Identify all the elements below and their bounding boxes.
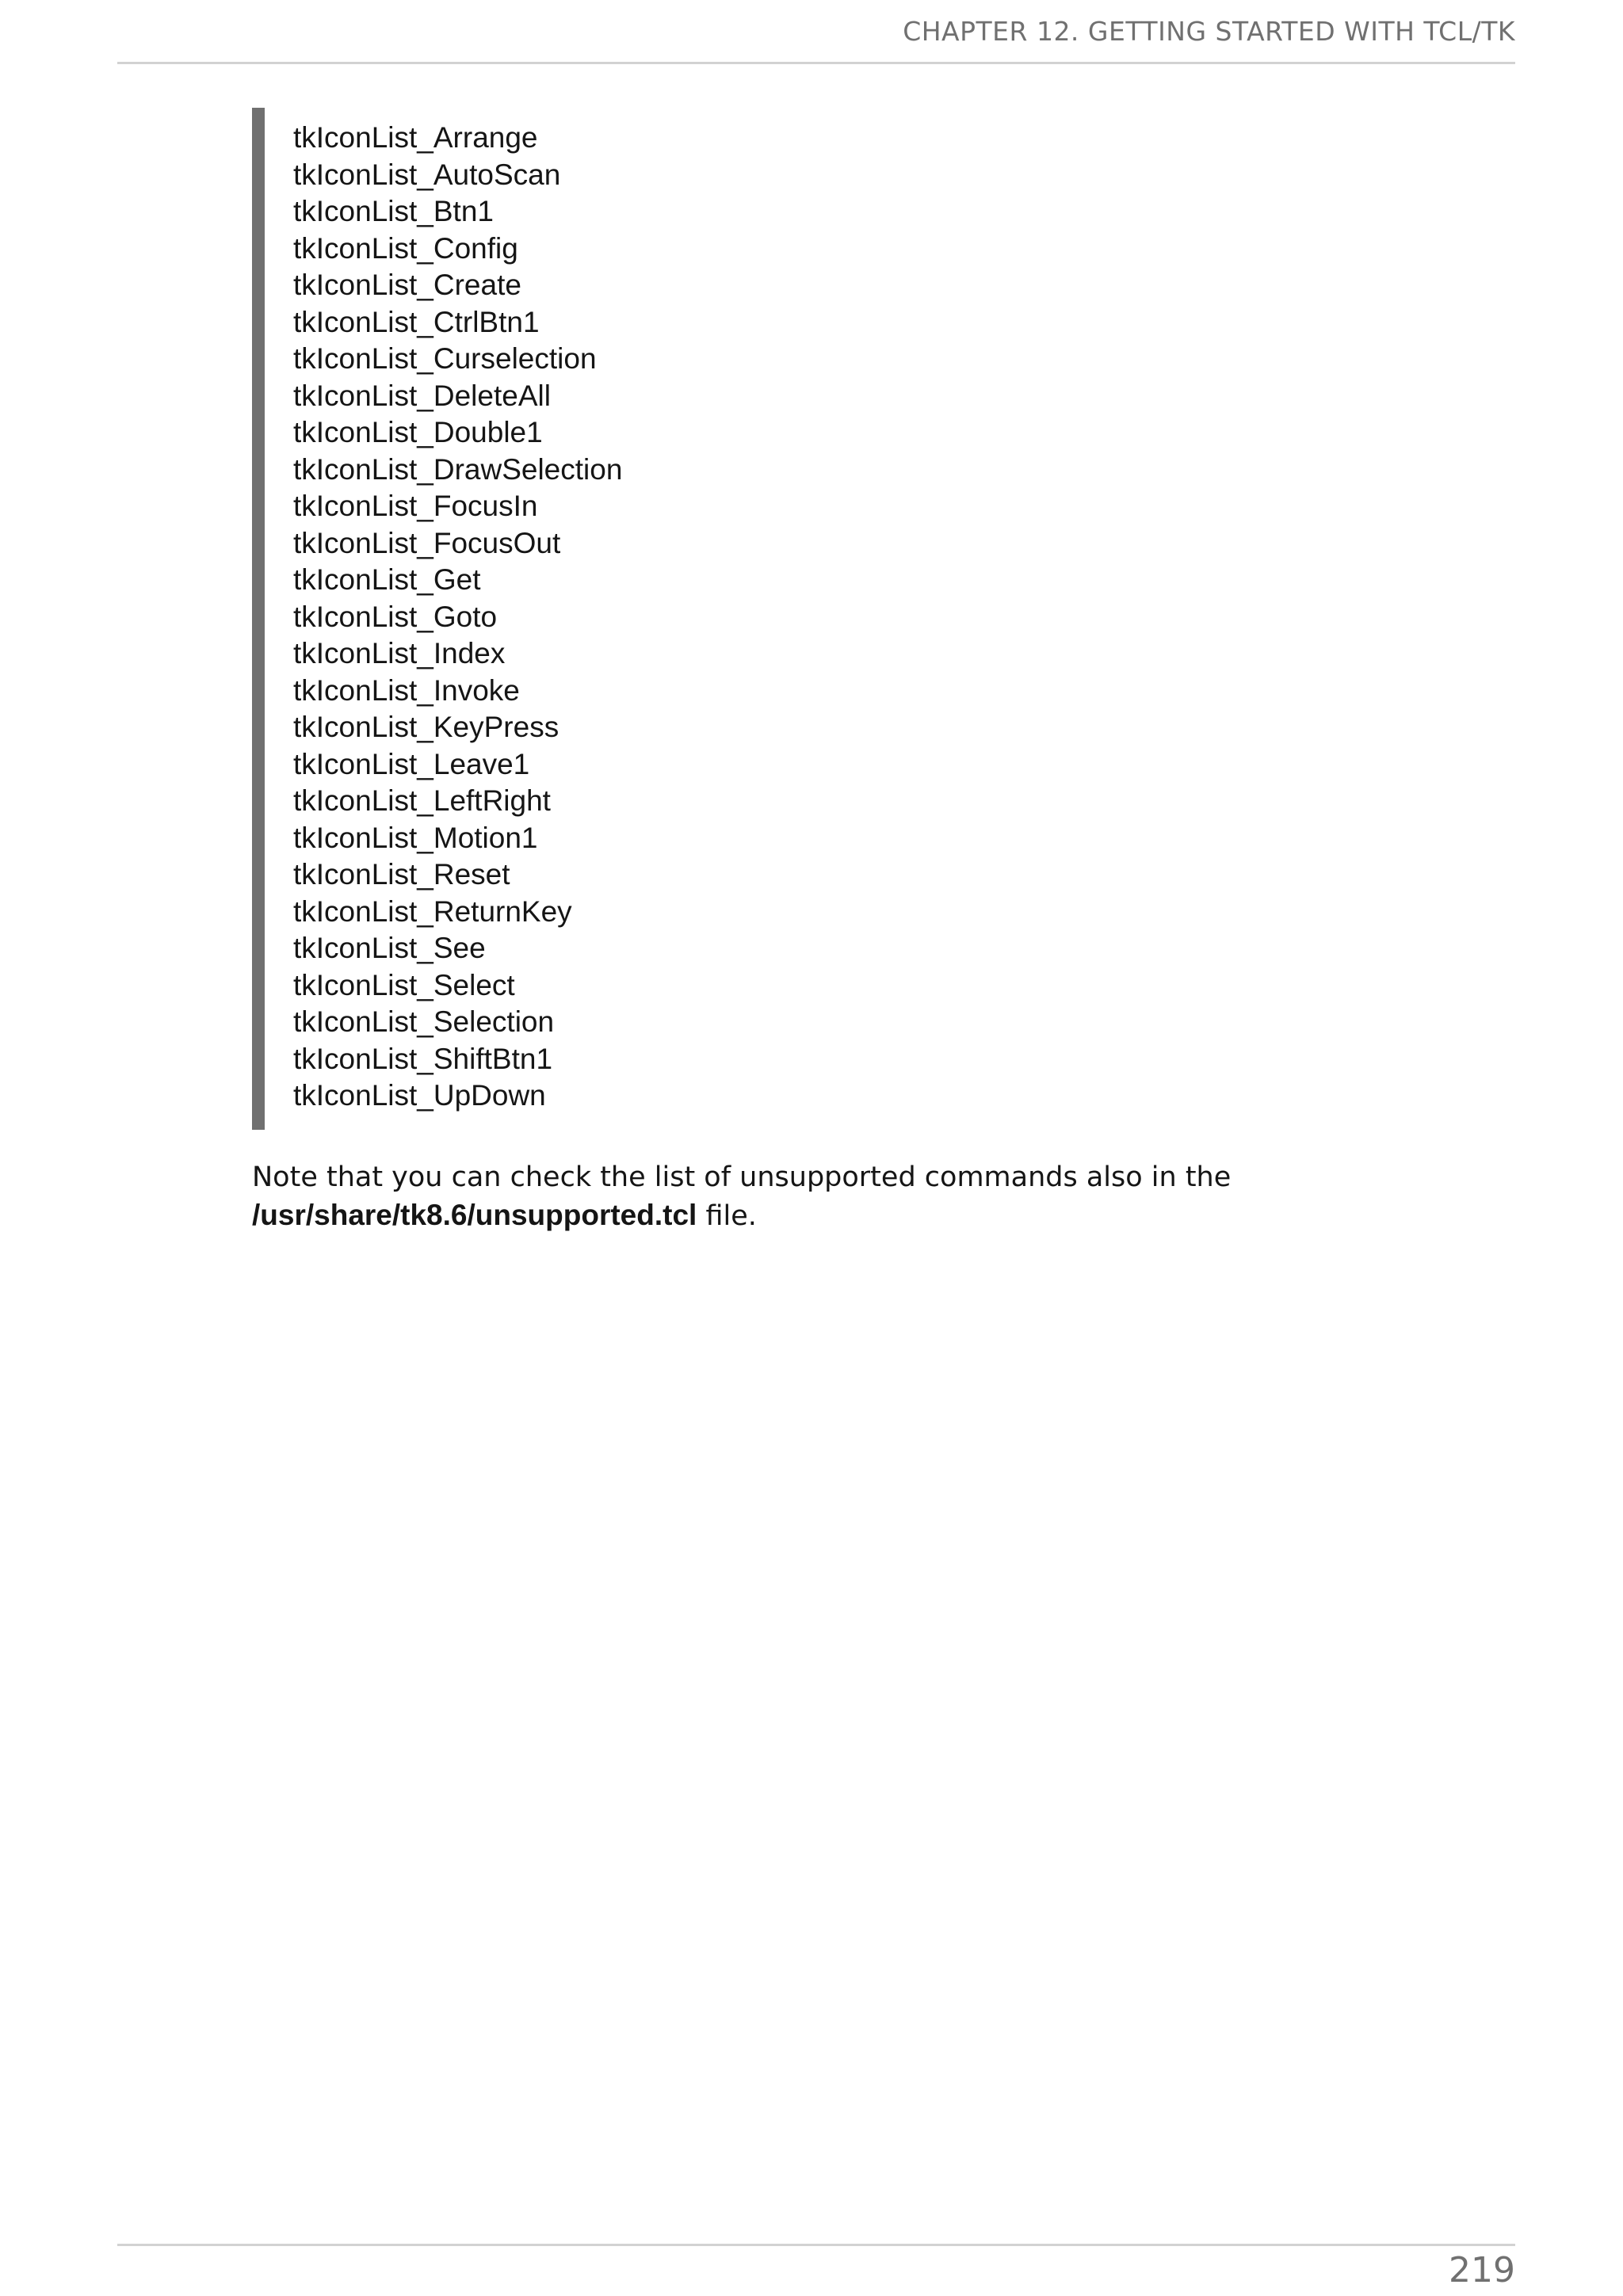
code-line: tkIconList_UpDown bbox=[293, 1079, 546, 1112]
code-line: tkIconList_Create bbox=[293, 269, 521, 301]
code-line: tkIconList_DrawSelection bbox=[293, 452, 623, 486]
chapter-header-title: CHAPTER 12. GETTING STARTED WITH TCL/TK bbox=[903, 16, 1515, 47]
code-line: tkIconList_See bbox=[293, 932, 486, 964]
code-line: tkIconList_KeyPress bbox=[293, 711, 559, 743]
code-line: tkIconList_FocusIn bbox=[293, 490, 538, 522]
footer-divider bbox=[117, 2244, 1515, 2246]
code-line: tkIconList_Get bbox=[293, 563, 481, 596]
note-text-before: Note that you can check the list of unsupported commands also in the bbox=[252, 1161, 1232, 1193]
code-line: tkIconList_ReturnKey bbox=[293, 894, 572, 928]
page-number: 219 bbox=[1449, 2250, 1515, 2290]
code-line: tkIconList_AutoScan bbox=[293, 158, 561, 191]
code-line: tkIconList_CtrlBtn1 bbox=[293, 305, 540, 338]
code-line: tkIconList_Config bbox=[293, 231, 518, 265]
code-line: tkIconList_Index bbox=[293, 637, 506, 669]
code-line: tkIconList_Selection bbox=[293, 1005, 555, 1038]
code-line: tkIconList_Arrange bbox=[293, 121, 538, 154]
code-line: tkIconList_Select bbox=[293, 968, 515, 1001]
code-line: tkIconList_Leave1 bbox=[293, 747, 530, 780]
code-line: tkIconList_Btn1 bbox=[293, 195, 494, 227]
code-line: tkIconList_LeftRight bbox=[293, 784, 551, 817]
code-line: tkIconList_Invoke bbox=[293, 673, 520, 707]
code-block bbox=[252, 108, 1441, 1130]
note-text-after: file. bbox=[697, 1200, 757, 1232]
code-line: tkIconList_Motion1 bbox=[293, 821, 538, 854]
code-line: tkIconList_ShiftBtn1 bbox=[293, 1042, 553, 1075]
code-line: tkIconList_Reset bbox=[293, 858, 510, 891]
code-line: tkIconList_FocusOut bbox=[293, 526, 561, 559]
code-line: tkIconList_Curselection bbox=[293, 342, 597, 375]
header-divider bbox=[117, 62, 1515, 64]
code-line: tkIconList_Goto bbox=[293, 600, 498, 633]
file-path: /usr/share/tk8.6/unsupported.tcl bbox=[252, 1199, 697, 1231]
note-paragraph bbox=[252, 1159, 1441, 1235]
code-line: tkIconList_Double1 bbox=[293, 416, 543, 448]
code-line: tkIconList_DeleteAll bbox=[293, 379, 551, 412]
